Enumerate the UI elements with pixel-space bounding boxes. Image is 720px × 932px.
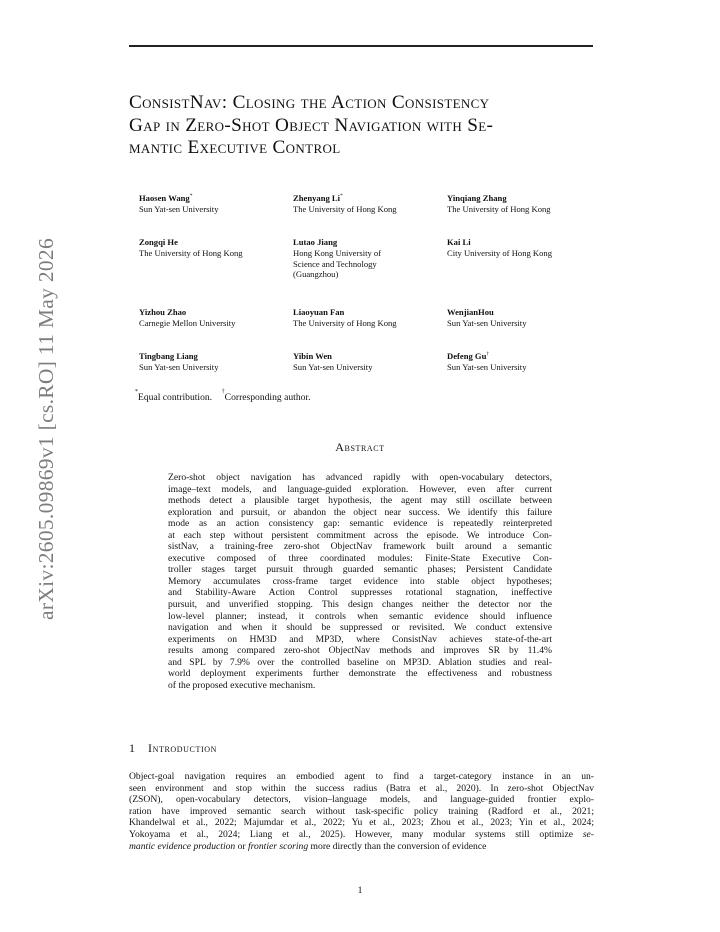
introduction-line: Yokoyama et al., 2024; Liang et al., 2025). However, many modular systems still optimize se- [129,828,594,840]
author-name-text: Zhenyang Li [293,193,341,203]
author-affiliation: City University of Hong Kong [447,247,553,258]
author-name-text: Zongqi He [139,237,178,247]
abstract-line: troller stages target pursuit through guarded semantic phases; Persistent Candidate [168,564,552,576]
abstract-line: low-level planner; instead, it controls when semantic evidence should influence [168,610,552,622]
author-mark: * [189,193,193,199]
equal-mark: * [135,389,138,395]
author-mark: † [486,351,490,357]
author-affiliation: Sun Yat-sen University [293,361,373,372]
abstract-line: exploration and pursuit, or abandon the object near success. We identify this failure [168,506,552,518]
author-name [293,193,443,204]
abstract-line: image–text models, and language-guided exploration. However, even after current [168,483,552,495]
introduction-line: Object-goal navigation requires an embodied agent to find a target-category instance in an un- [129,771,594,782]
abstract-heading: Abstract [335,440,385,454]
author-affiliation: The University of Hong Kong [293,203,397,214]
introduction-line: mantic evidence production or frontier scoring more directly than the conversion of evidence [129,840,487,852]
abstract-line: world deployment experiments further demonstrate the effectiveness and robustness [168,668,552,680]
author-entry [293,351,443,373]
author-entry [139,193,289,215]
abstract-line: navigation and when it should be suppressed or revisited. We conduct extensive [168,622,552,634]
author-name [139,237,289,248]
abstract-line: Zero-shot object navigation has advanced rapidly with open-vocabulary detectors, [168,472,552,483]
author-mark: * [340,193,343,199]
author-entry [447,307,597,329]
abstract-line: pursuit, and unverified stopping. This design changes neither the detector nor the [168,599,552,611]
author-entry [293,307,443,329]
abstract-line: and Stability-Aware Action Control suppresses rotational stagnation, ineffective [168,587,552,599]
author-name [447,193,597,204]
abstract-line: experiments on HM3D and MP3D, where ConsistNav achieves state-of-the-art [168,633,552,645]
abstract-line: executive composed of three coordinated modules: Finite-State Executive Con- [168,552,552,564]
abstract-body [168,472,552,691]
author-name-text: Liaoyuan Fan [293,307,345,317]
abstract-line: methods detect a plausible target hypothesis, the agent may still oscillate between [168,495,552,507]
author-name [293,237,443,248]
abstract-line: sistNav, a training-free zero-shot ObjectNav framework built around a semantic [168,541,552,553]
contribution-note [135,389,311,403]
abstract-line: Memory accumulates cross-frame target evidence into stable object hypotheses; [168,575,552,587]
author-affiliation: Science and Technology [293,258,377,269]
author-name-text: WenjianHou [447,307,494,317]
author-affiliation: (Guangzhou) [293,269,339,280]
author-entry [139,307,289,329]
author-name-text: Tingbang Liang [139,351,198,361]
author-entry [293,237,443,280]
top-rule [129,45,593,47]
title-line: mantic Executive Control [129,137,341,159]
author-affiliation: Carnegie Mellon University [139,317,236,328]
introduction-line: ration have improved semantic search without task-specific policy training (Radford et al., 2021; [129,805,594,817]
author-entry [447,237,597,259]
author-affiliation: Sun Yat-sen University [447,361,527,372]
section-title: Introduction [148,741,217,755]
corresponding-mark: † [221,389,225,395]
title-line: Gap in Zero-Shot Object Navigation with Se- [129,114,494,136]
author-affiliation: The University of Hong Kong [447,203,551,214]
introduction-line: seen environment and stop within the success radius (Batra et al., 2020). In zero-shot ObjectNav [129,782,594,794]
author-affiliation: The University of Hong Kong [139,247,243,258]
author-name [447,351,597,362]
abstract-line: at each step without persistent commitment across the episode. We introduce Con- [168,529,552,541]
introduction-body [129,771,594,852]
corresponding-author-text: Corresponding author. [224,392,311,403]
equal-contribution-text: Equal contribution. [138,392,213,403]
introduction-line: Khandelwal et al., 2022; Majumdar et al., 2022; Yu et al., 2023; Zhou et al., 2023; Yin et al., 2024; [129,817,594,829]
author-name [139,307,289,318]
author-entry [139,237,289,259]
author-entry [447,351,597,373]
abstract-line: of the proposed executive mechanism. [168,679,316,691]
author-name-text: Yinqiang Zhang [447,193,507,203]
author-affiliation: Sun Yat-sen University [447,317,527,328]
abstract-line: and SPL by 7.9% over the controlled baseline on MP3D. Ablation studies and real- [168,656,552,668]
author-name-text: Kai Li [447,237,471,247]
author-name [139,351,289,362]
author-name [447,307,597,318]
author-affiliation: The University of Hong Kong [293,317,397,328]
author-name-text: Lutao Jiang [293,237,338,247]
page-number: 1 [357,885,363,896]
author-affiliation: Hong Kong University of [293,247,382,258]
author-name-text: Yibin Wen [293,351,332,361]
author-affiliation: Sun Yat-sen University [139,361,219,372]
author-entry [139,351,289,373]
section-heading-introduction [129,741,217,756]
author-entry [293,193,443,215]
author-affiliation: Sun Yat-sen University [139,203,219,214]
introduction-line: (ZSON), open-vocabulary detectors, vision–language models, and language-guided frontier explo- [129,794,594,806]
author-name [293,351,443,362]
paper-title [129,92,599,160]
section-number: 1 [129,741,135,755]
author-name-text: Yizhou Zhao [139,307,187,317]
author-name [139,193,289,204]
title-line: ConsistNav: Closing the Action Consistency [129,92,490,113]
author-name-text: Haosen Wang [139,193,190,203]
arxiv-identifier[interactable]: arXiv:2605.09869v1 [cs.RO] 11 May 2026 [34,237,58,620]
abstract-line: results among compared zero-shot ObjectNav methods and improves SR by 11.4% [168,645,552,657]
author-name [447,237,597,248]
abstract-line: mode as an action consistency gap: semantic evidence is repeatedly reinterpreted [168,518,552,530]
author-name [293,307,443,318]
author-name-text: Defeng Gu [447,351,487,361]
author-entry [447,193,597,215]
